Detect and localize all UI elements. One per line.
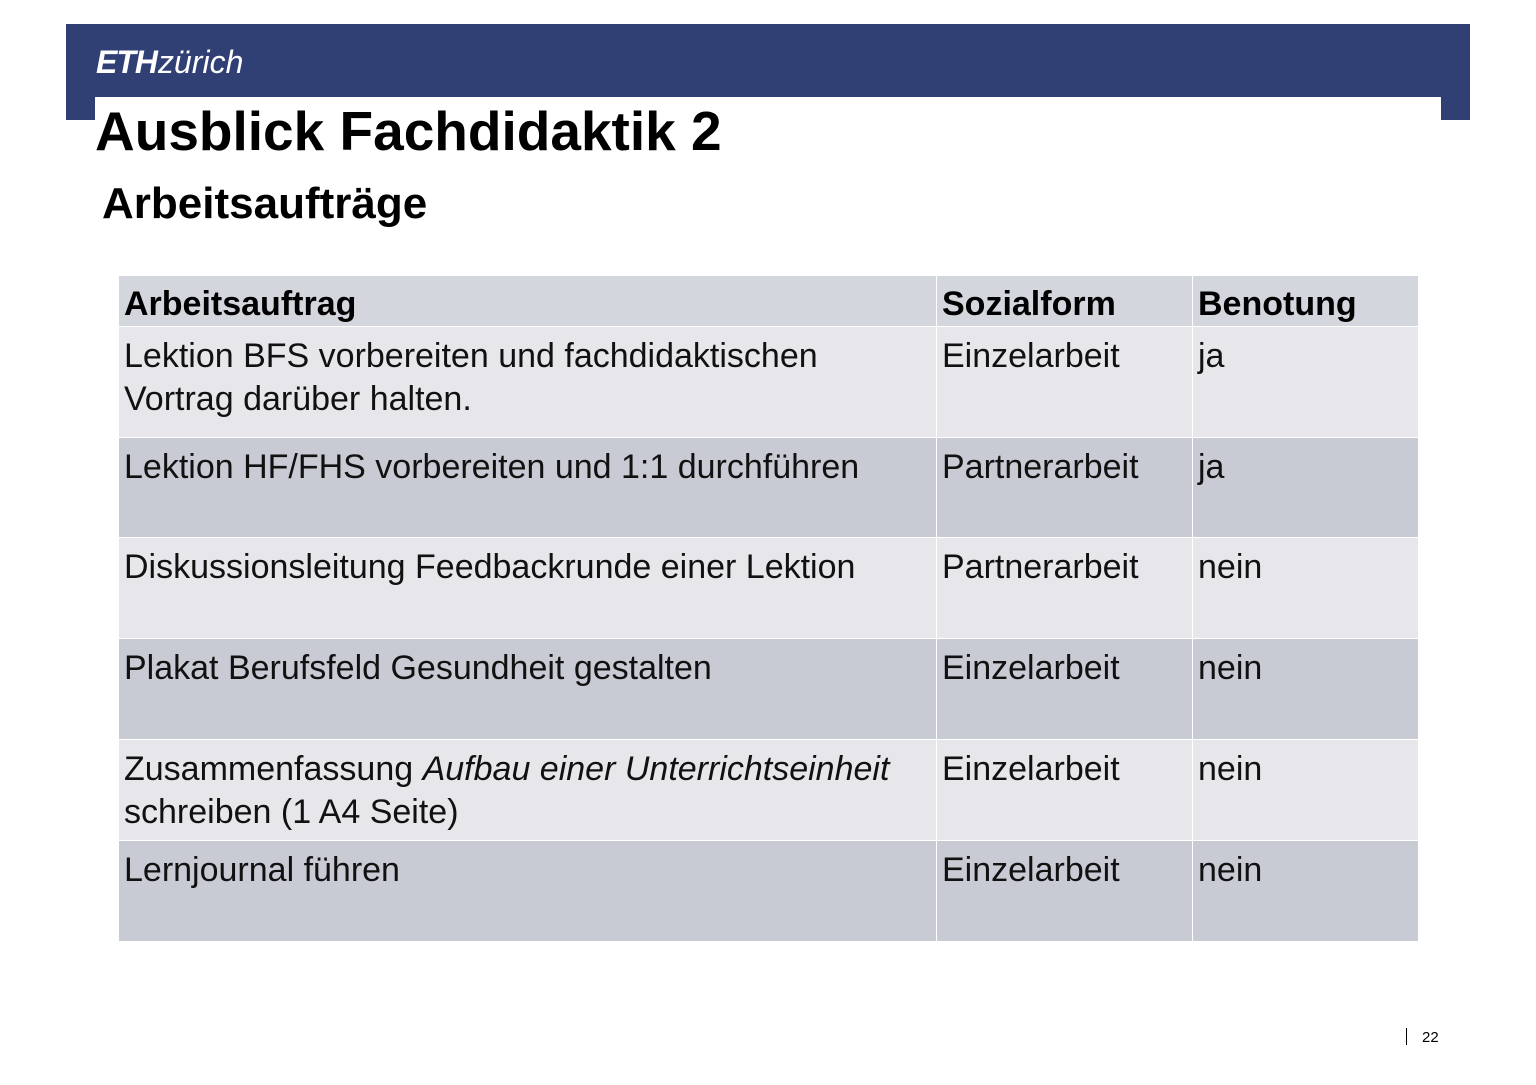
sozialform-cell: Einzelarbeit [937, 639, 1193, 740]
table-header-row [119, 276, 1419, 327]
page-number-separator [1406, 1028, 1407, 1045]
task-cell: Diskussionsleitung Feedbackrunde einer Lektion [119, 538, 937, 639]
task-cell: Lektion HF/FHS vorbereiten und 1:1 durchführen [119, 438, 937, 538]
table-row [119, 841, 1419, 942]
benotung-cell: nein [1193, 639, 1419, 740]
column-header-arbeitsauftrag: Arbeitsauftrag [119, 276, 937, 327]
benotung-cell: nein [1193, 538, 1419, 639]
page-number: 22 [1422, 1029, 1439, 1046]
table-row [119, 538, 1419, 639]
table-row [119, 327, 1419, 438]
sozialform-cell: Einzelarbeit [937, 740, 1193, 841]
column-header-benotung: Benotung [1193, 276, 1419, 327]
sozialform-cell: Partnerarbeit [937, 538, 1193, 639]
task-text-part1: Zusammenfassung [124, 750, 423, 788]
tasks-table [118, 275, 1419, 942]
column-header-sozialform: Sozialform [937, 276, 1193, 327]
slide-subtitle: Arbeitsaufträge [102, 179, 428, 228]
sozialform-cell: Einzelarbeit [937, 327, 1193, 438]
task-cell: Lernjournal führen [119, 841, 937, 942]
eth-zurich-logo [96, 42, 243, 82]
task-text-italic: Aufbau einer Unterrichtseinheit [422, 750, 890, 788]
logo-zurich-text: zürich [158, 44, 244, 80]
task-cell: Lektion BFS vorbereiten und fachdidaktischen Vortrag darüber halten. [119, 327, 937, 438]
table-row [119, 740, 1419, 841]
benotung-cell: ja [1193, 327, 1419, 438]
slide-title: Ausblick Fachdidaktik 2 [95, 100, 722, 162]
task-cell: Plakat Berufsfeld Gesundheit gestalten [119, 639, 937, 740]
benotung-cell: ja [1193, 438, 1419, 538]
benotung-cell: nein [1193, 740, 1419, 841]
task-text-part2: schreiben (1 A4 Seite) [124, 793, 459, 831]
sozialform-cell: Partnerarbeit [937, 438, 1193, 538]
sozialform-cell: Einzelarbeit [937, 841, 1193, 942]
table-row [119, 639, 1419, 740]
task-cell [119, 740, 937, 841]
table-row [119, 438, 1419, 538]
benotung-cell: nein [1193, 841, 1419, 942]
logo-eth-text: ETH [96, 44, 157, 80]
